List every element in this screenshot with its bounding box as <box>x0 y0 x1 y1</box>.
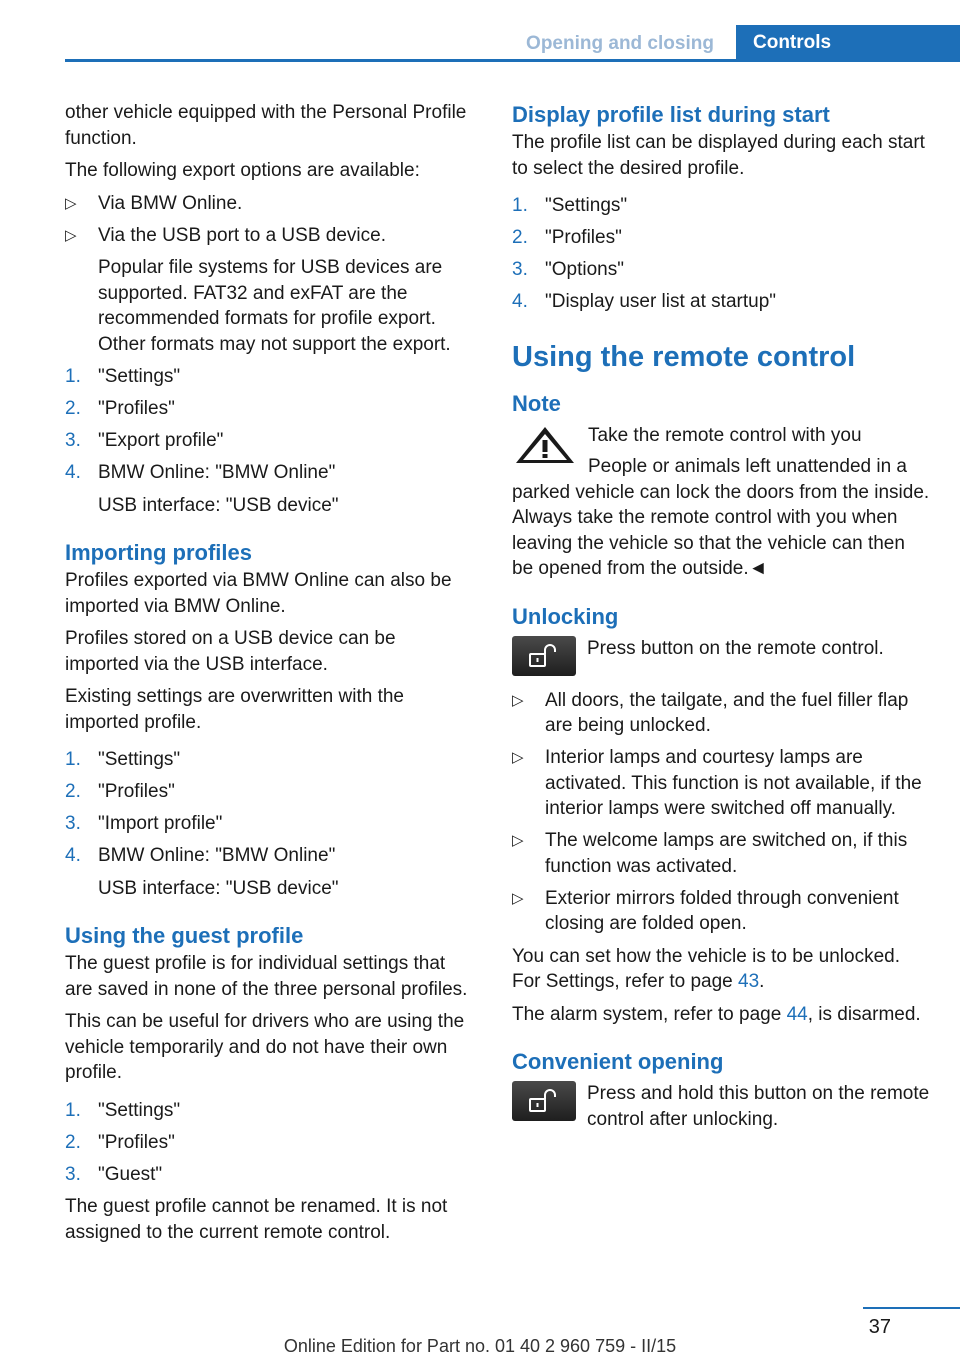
convenient-row <box>512 1081 930 1139</box>
footer-edition: Online Edition for Part no. 01 40 2 960 759 - II/15 <box>283 1336 677 1356</box>
list-item: 3. "Export profile" <box>65 430 224 451</box>
list-item: ▷ All doors, the tailgate, and the fuel filler flap are being unlocked. <box>512 689 909 736</box>
display-paragraph: The profile list can be displayed during each start to select the desired profile. <box>512 132 925 179</box>
list-item: ▷ Interior lamps and courtesy lamps are activated. This function is not available, if the interior lamps were switched off manually. <box>512 747 922 819</box>
unlocking-row <box>512 636 930 682</box>
display-steps <box>512 193 930 315</box>
header-section-title: Opening and closing <box>526 33 714 54</box>
guest-paragraph: This can be useful for drivers who are using the vehicle temporarily and do not have their own profile. <box>65 1011 465 1083</box>
convenient-text: Press and hold this button on the remote control after unlocking. <box>587 1083 930 1130</box>
unlock-button-icon <box>512 636 576 676</box>
guest-steps <box>65 1098 470 1188</box>
export-usb-note: Popular file systems for USB devices are supported. FAT32 and exFAT are the recommended formats for profile export. Other formats may not support the export. <box>98 257 451 355</box>
list-item: 4. BMW Online: "BMW Online" USB interface: "USB device" <box>65 462 339 516</box>
export-steps <box>65 364 470 518</box>
unlocking-text: Press button on the remote control. <box>587 637 884 659</box>
guest-heading: Using the guest profile <box>65 923 304 948</box>
header-chapter-tab: Controls <box>736 25 960 61</box>
guest-paragraph: The guest profile is for individual settings that are saved in none of the three personal profiles. <box>65 953 468 1000</box>
list-item: 2. "Profiles" <box>65 781 175 802</box>
header-rule <box>65 59 960 62</box>
list-item: 3. "Options" <box>512 259 624 280</box>
page-number: 37 <box>868 1316 891 1338</box>
footer-rule <box>863 1307 960 1309</box>
display-heading: Display profile list during start <box>512 102 830 127</box>
warning-box <box>512 423 930 582</box>
list-item: 1. "Settings" <box>65 366 181 387</box>
page-link-43[interactable]: 43 <box>738 971 760 992</box>
list-item: 1. "Settings" <box>512 195 628 216</box>
list-item: ▷ Exterior mirrors folded through convenient closing are folded open. <box>512 887 899 934</box>
unlocking-heading: Unlocking <box>512 603 619 629</box>
list-item: 4. BMW Online: "BMW Online" USB interface: "USB device" <box>65 845 339 899</box>
import-steps <box>65 747 470 901</box>
triangle-right-icon: ▷ <box>512 749 524 766</box>
remote-heading: Using the remote control <box>512 340 856 373</box>
right-column <box>512 100 930 1139</box>
list-item: 4. "Display user list at startup" <box>512 291 777 312</box>
importing-heading: Importing profiles <box>65 540 252 565</box>
list-item: 2. "Profiles" <box>65 1131 175 1153</box>
list-item: ▷ Via the USB port to a USB device. Popular file systems for USB devices are supported. FAT32 and exFAT are the recommended formats for profile export. Other formats may not support the export. <box>65 223 470 358</box>
settings-reference: You can set how the vehicle is to be unlocked. For Settings, refer to page 43. <box>512 945 900 992</box>
warning-title: Take the remote control with you <box>588 424 862 446</box>
convenient-heading: Convenient opening <box>512 1049 724 1074</box>
list-item: ▷ The welcome lamps are switched on, if this function was activated. <box>512 830 908 877</box>
importing-paragraph: Profiles exported via BMW Online can also be imported via BMW Online. <box>65 570 452 617</box>
triangle-right-icon: ▷ <box>512 691 524 709</box>
triangle-right-icon: ▷ <box>65 194 77 212</box>
page-link-44[interactable]: 44 <box>786 1003 808 1025</box>
importing-paragraph: Profiles stored on a USB device can be imported via the USB interface. <box>65 628 396 675</box>
triangle-right-icon: ▷ <box>512 832 524 849</box>
unlock-bullets <box>512 688 930 937</box>
warning-triangle-icon <box>512 423 578 467</box>
note-heading: Note <box>512 390 561 416</box>
export-lead: The following export options are available: <box>65 160 420 181</box>
importing-paragraph: Existing settings are overwritten with the imported profile. <box>65 686 404 733</box>
intro-paragraph: other vehicle equipped with the Personal Profile function. <box>65 102 467 149</box>
list-item: 3. "Import profile" <box>65 813 223 834</box>
unlock-button-icon <box>512 1081 576 1121</box>
triangle-right-icon: ▷ <box>65 226 77 244</box>
left-column <box>65 100 470 1252</box>
list-item: 1. "Settings" <box>65 749 181 770</box>
export-options-list <box>65 191 470 358</box>
list-item: 1. "Settings" <box>65 1099 181 1121</box>
list-item: 3. "Guest" <box>65 1163 163 1185</box>
alarm-reference: The alarm system, refer to page 44, is disarmed. <box>512 1003 921 1025</box>
warning-text: People or animals left unattended in a parked vehicle can lock the doors from the inside. Always take the remote control with you when leaving the vehicle so that the vehicle can then be opened from the outside.◄ <box>512 456 930 579</box>
list-item: ▷ Via BMW Online. <box>65 191 470 217</box>
list-item: 2. "Profiles" <box>512 227 622 248</box>
triangle-right-icon: ▷ <box>512 889 524 907</box>
list-item: 2. "Profiles" <box>65 398 175 419</box>
guest-paragraph: The guest profile cannot be renamed. It is not assigned to the current remote control. <box>65 1196 448 1243</box>
